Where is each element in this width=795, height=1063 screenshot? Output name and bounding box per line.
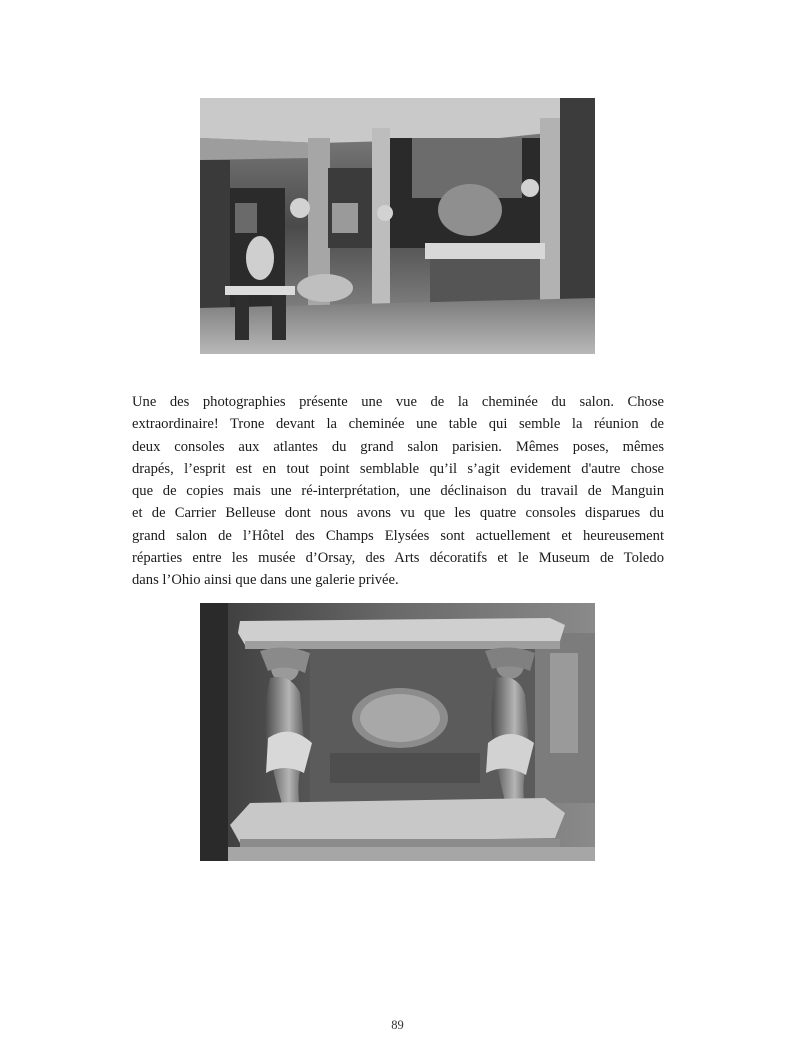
paragraph-line-1: Une des photographies présente une vue de la cheminée du salon. Chose [132, 394, 664, 410]
paragraph-line-6: et de Carrier Belleuse dont nous avons vu que les quatre consoles disparues du [132, 505, 664, 522]
paragraph-line-3: deux consoles aux atlantes du grand salon parisien. Mêmes poses, mêmes [132, 438, 664, 455]
paragraph-line-4: drapés, l’esprit est en tout point semblable qu’il s’agit evidement d'autre chose [132, 460, 664, 477]
paragraph-line-5: que de copies mais une ré-interprétation, une déclinaison du travail de Manguin [132, 483, 664, 500]
paragraph-line-9: dans l’Ohio ainsi que dans une galerie privée. [132, 572, 399, 589]
paragraph-line-7: grand salon de l’Hôtel des Champs Elysées sont actuellement et heureusement [132, 527, 664, 544]
paragraph-line-2: extraordinaire! Trone devant la cheminée une table qui semble la réunion de [132, 416, 664, 433]
console-atlantes-illustration [200, 603, 595, 861]
salon-interior-illustration [200, 98, 595, 354]
body-paragraph [132, 391, 664, 592]
paragraph-line-8: réparties entre les musée d’Orsay, des Arts décoratifs et le Museum de Toledo [132, 550, 664, 567]
page-number: 89 [391, 1018, 404, 1032]
salon-interior-photo [200, 98, 595, 354]
console-atlantes-photo [200, 603, 595, 861]
